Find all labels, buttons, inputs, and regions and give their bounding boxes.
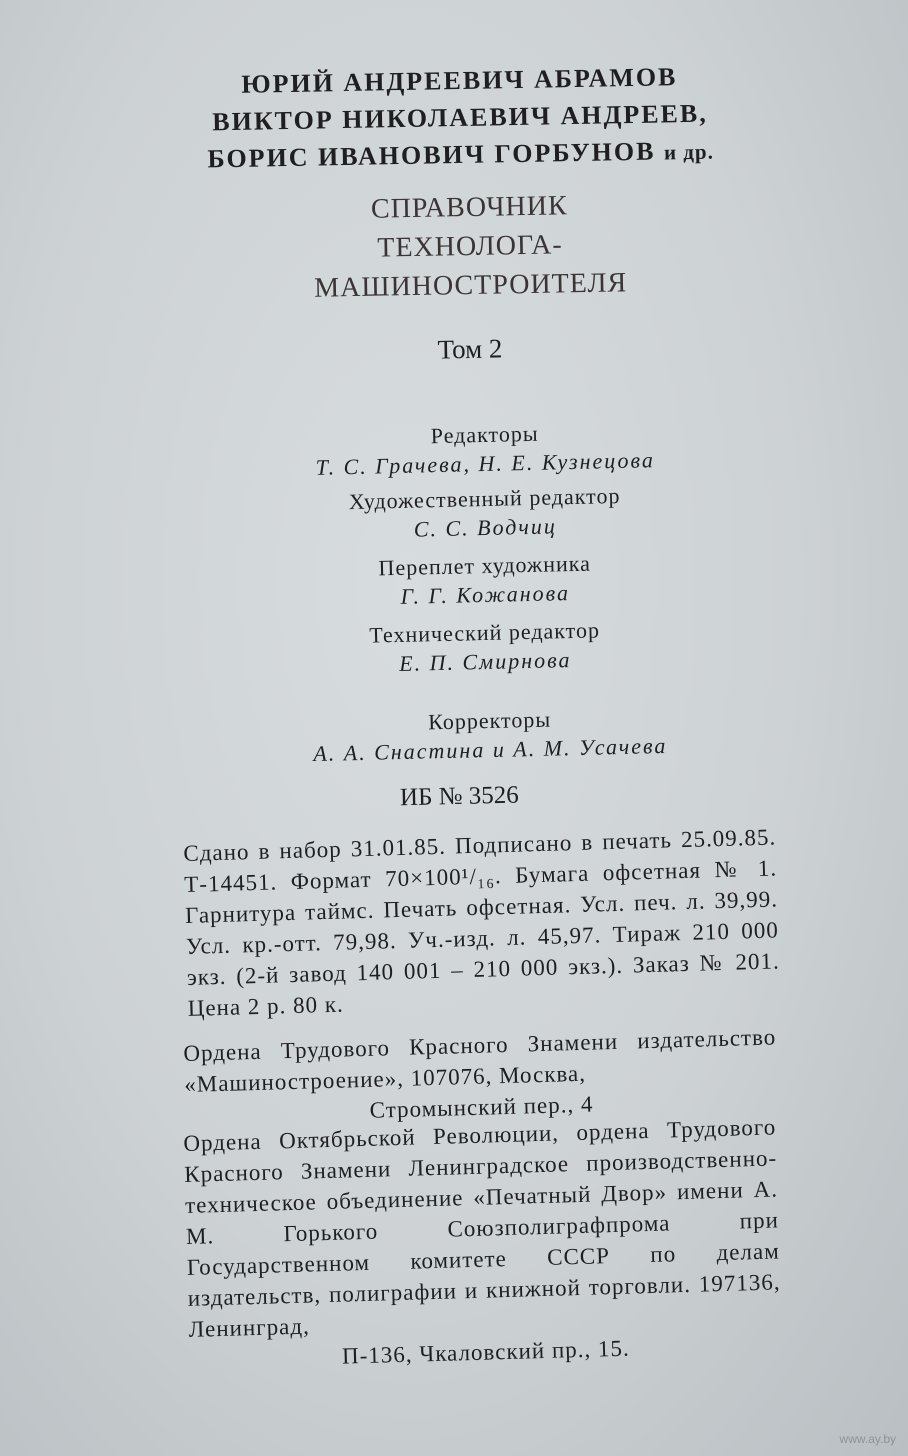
credit-name: Т. С. Грачева, Н. Е. Кузнецова [315,447,656,480]
credit-art-editor [249,481,720,547]
authors-block [159,57,761,180]
credit-binding-artist [249,548,720,614]
credit-name: С. С. Водчиц [413,513,558,542]
credit-proofreaders [229,702,750,769]
credit-name: Е. П. Смирнова [398,647,572,676]
ib-number: ИБ № 3526 [399,781,520,812]
credit-tech-editor [249,615,720,681]
publisher-address: Стромынский пер., 4 [369,1091,594,1123]
print-info [183,821,781,1023]
author-line: ЮРИЙ АНДРЕЕВИЧ АБРАМОВ [241,62,678,99]
publisher-text: Ордена Трудового Красного Знамени издательство «Машиностроение», 107076, Москва, [183,1024,777,1097]
credit-role: Редакторы [430,420,539,449]
author-name: БОРИС ИВАНОВИЧ ГОРБУНОВ [207,136,656,174]
credit-role: Технический редактор [369,617,601,648]
watermark: www.ay.by [839,1432,896,1446]
authors-etc: и др. [663,139,715,165]
credit-editors [249,417,720,483]
credit-role: Корректоры [427,706,552,735]
print-info-text: Сдано в набор 31.01.85. Подписано в печать 25.09.85. Т-14451. Формат 70×100¹/₁₆. Бумага офсетная № 1. Гарнитура таймс. Печать офсетная. Усл. печ. л. 39,99. Усл. кр.-отт. 79,98. Уч.-изд. л. 45,97. Тираж 210 000 экз. (2-й завод 140 001 – 210 000 экз.). Заказ № 201. Цена 2 р. 80 к. [183,824,781,1021]
title-line: МАШИНОСТРОИТЕЛЯ [313,267,628,304]
printer-address: П-136, Чкаловский пр., 15. [341,1335,631,1369]
volume-number: Том 2 [437,333,503,365]
credit-role: Художественный редактор [348,482,621,515]
title-line: СПРАВОЧНИК [370,190,568,225]
credit-name: А. А. Снастина и А. М. Усачева [313,732,668,767]
book-title [259,184,681,308]
printer-text: Ордена Октябрьской Революции, ордена Трудового Красного Знамени Ленинградское производственно-техническое объединение «Печатный Двор» имени А. М. Горького Союзполиграфпрома при Государственном комитете СССР по делам издательств, полиграфии и книжной торговли. 197136, Ленинград, [183,1114,781,1342]
credit-role: Переплет художника [378,550,592,581]
printer-info [183,1111,783,1375]
author-line: ВИКТОР НИКОЛАЕВИЧ АНДРЕЕВ, [211,98,708,137]
title-line: ТЕХНОЛОГА- [377,229,563,264]
credit-name: Г. Г. Кожанова [400,580,571,609]
